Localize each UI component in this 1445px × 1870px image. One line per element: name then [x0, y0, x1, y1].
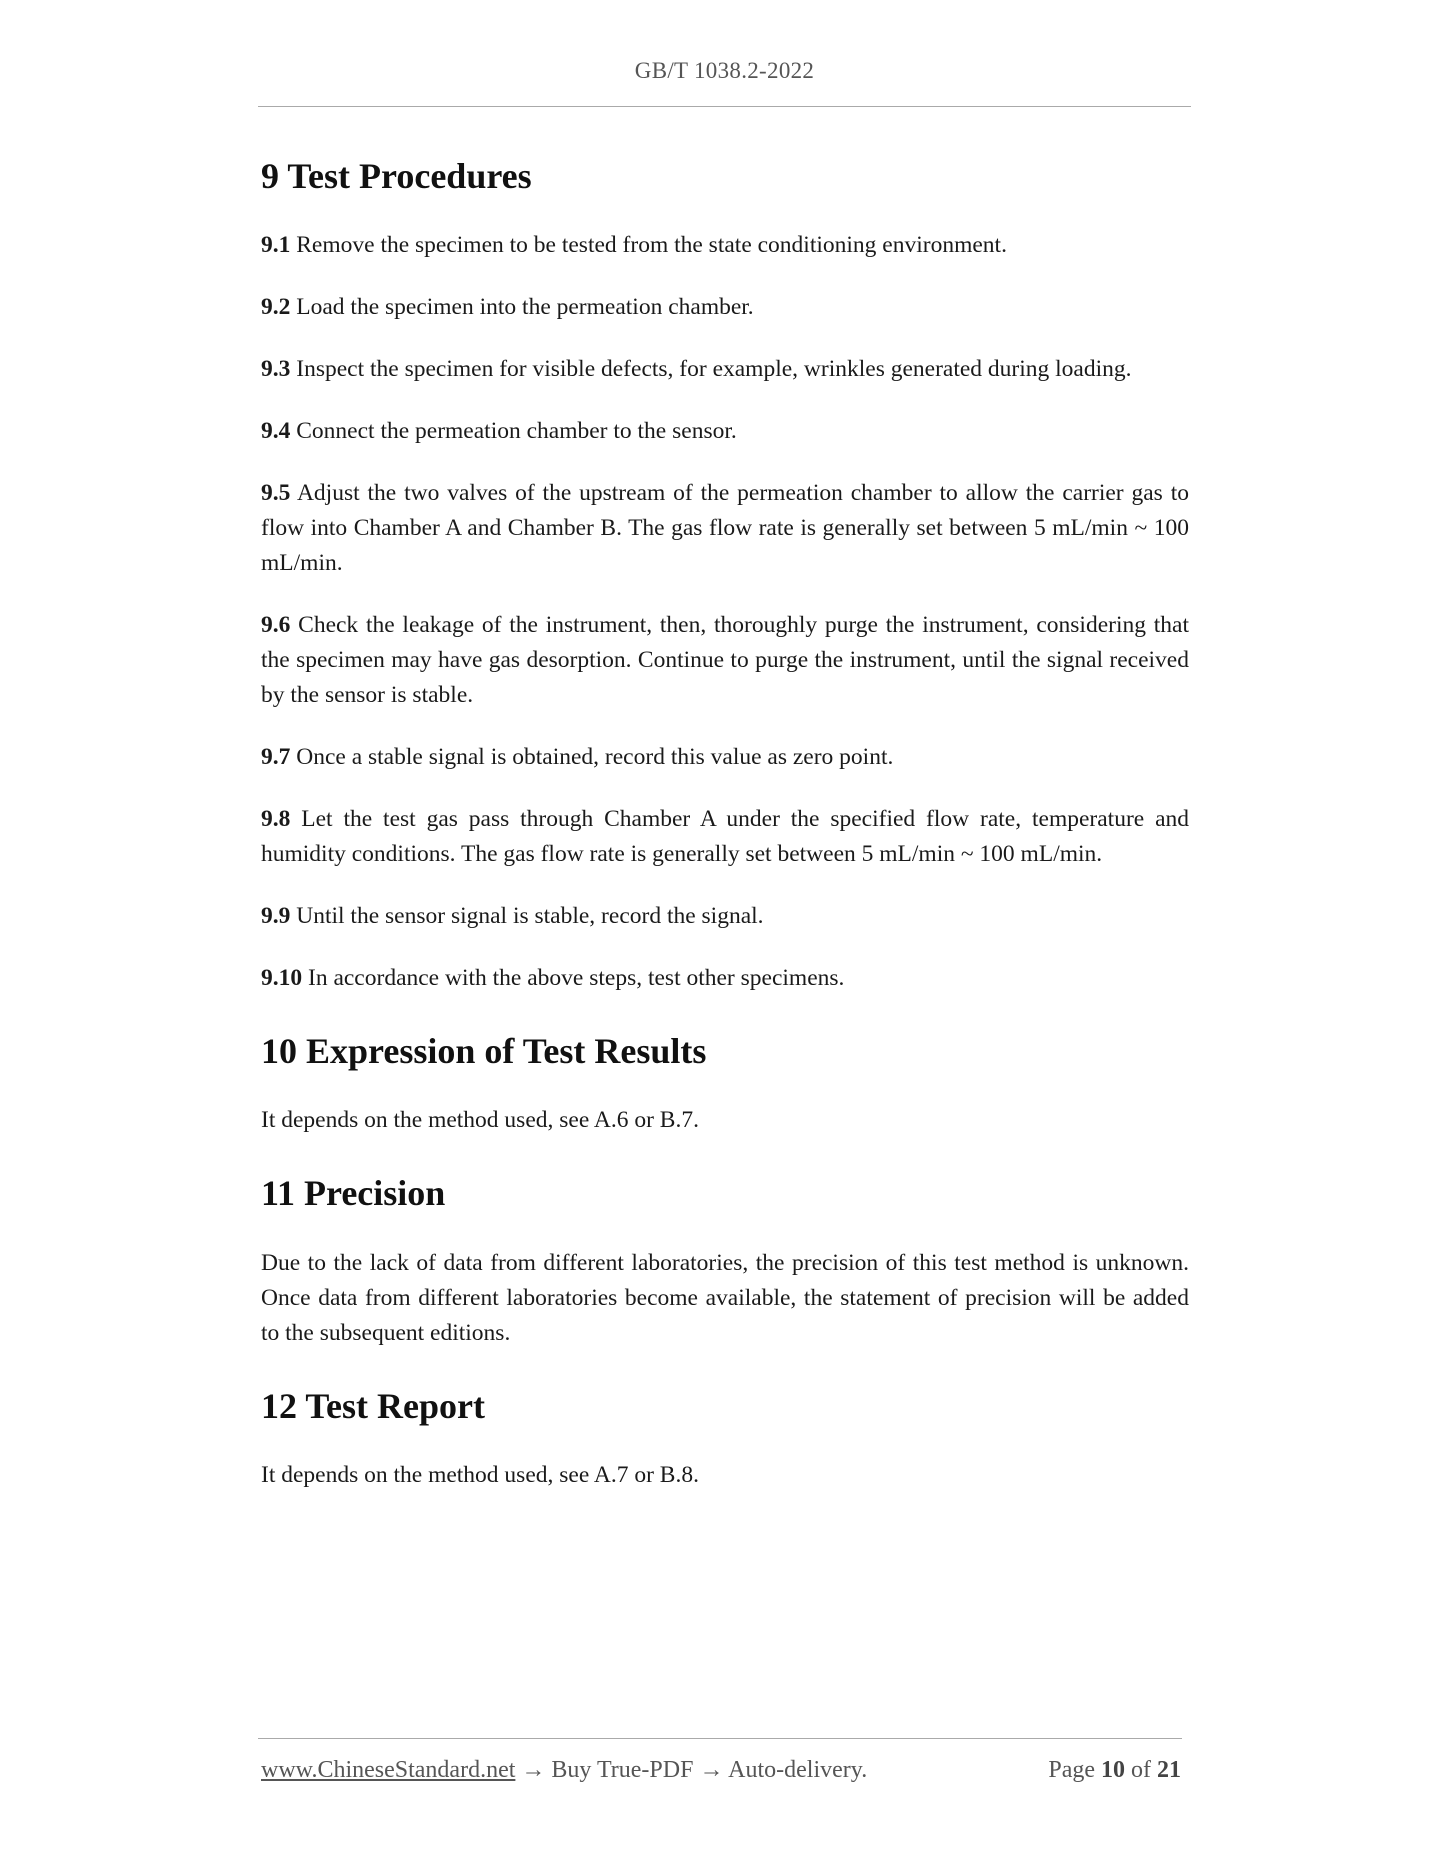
clause-9-2: [261, 290, 1189, 325]
clause-number: 9.3: [261, 356, 291, 383]
page-current: 10: [1101, 1757, 1125, 1783]
auto-delivery-text: Auto-delivery.: [728, 1757, 868, 1783]
page-number: [1048, 1757, 1181, 1784]
section-11-heading: 11 Precision: [261, 1173, 446, 1214]
clause-text: Adjust the two valves of the upstream of the permeation chamber to allow the carrier gas to flow into Chamber A and Chamber B. The gas flow rate is generally set between 5 mL/min ~ 100 mL/min.: [261, 480, 1189, 577]
footer-divider: [258, 1738, 1182, 1739]
clause-text: Until the sensor signal is stable, record the signal.: [296, 903, 764, 930]
section-11-text: Due to the lack of data from different laboratories, the precision of this test method is unknown. Once data from different laboratories become available, the statement of precision will be added to the subsequent editions.: [261, 1249, 1189, 1346]
clause-9-9: [261, 899, 1189, 934]
footer-promo: [261, 1757, 867, 1784]
section-10-text: It depends on the method used, see A.6 or B.7.: [261, 1107, 699, 1134]
clause-text: Inspect the specimen for visible defects, for example, wrinkles generated during loading.: [296, 356, 1132, 383]
header-divider: [258, 106, 1191, 107]
arrow-right-icon: →: [699, 1757, 724, 1783]
clause-9-8: [261, 802, 1189, 872]
clause-number: 9.5: [261, 480, 291, 507]
section-12-heading: 12 Test Report: [261, 1385, 485, 1426]
clause-number: 9.1: [261, 232, 291, 259]
clause-9-7: [261, 740, 1189, 775]
page-label: Page: [1048, 1757, 1095, 1783]
clause-9-3: [261, 352, 1189, 387]
arrow-right-icon: →: [521, 1757, 546, 1783]
clause-text: Load the specimen into the permeation chamber.: [296, 294, 754, 321]
site-link[interactable]: www.ChineseStandard.net: [261, 1757, 516, 1783]
of-label: of: [1131, 1757, 1151, 1783]
clause-number: 9.9: [261, 903, 291, 930]
section-12-text: It depends on the method used, see A.7 or B.8.: [261, 1461, 699, 1488]
section-10-heading: 10 Expression of Test Results: [261, 1031, 707, 1072]
clause-number: 9.8: [261, 806, 291, 833]
page-total: 21: [1157, 1757, 1181, 1783]
clause-text: Once a stable signal is obtained, record this value as zero point.: [296, 744, 894, 771]
clause-text: Check the leakage of the instrument, then, thoroughly purge the instrument, considering that the specimen may have gas desorption. Continue to purge the instrument, until the signal received by the sensor is stable.: [261, 612, 1189, 709]
clause-9-1: [261, 228, 1189, 263]
buy-pdf-text: Buy True-PDF: [551, 1757, 694, 1783]
clause-number: 9.4: [261, 418, 291, 445]
clause-number: 9.6: [261, 612, 291, 639]
clause-9-5: [261, 476, 1189, 581]
clause-9-10: [261, 961, 1189, 996]
clause-text: Connect the permeation chamber to the sensor.: [296, 418, 737, 445]
clause-9-6: [261, 608, 1189, 713]
clause-number: 9.2: [261, 294, 291, 321]
clause-number: 9.10: [261, 965, 303, 992]
section-9-heading: 9 Test Procedures: [261, 156, 532, 196]
clause-text: Let the test gas pass through Chamber A under the specified flow rate, temperature and humidity conditions. The gas flow rate is generally set between 5 mL/min ~ 100 mL/min.: [261, 806, 1190, 868]
clause-number: 9.7: [261, 744, 291, 771]
page-content: [261, 155, 1189, 1493]
clause-text: Remove the specimen to be tested from the state conditioning environment.: [296, 232, 1007, 259]
document-code-header: GB/T 1038.2-2022: [634, 58, 815, 83]
clause-9-4: [261, 414, 1189, 449]
clause-text: In accordance with the above steps, test other specimens.: [308, 965, 845, 992]
